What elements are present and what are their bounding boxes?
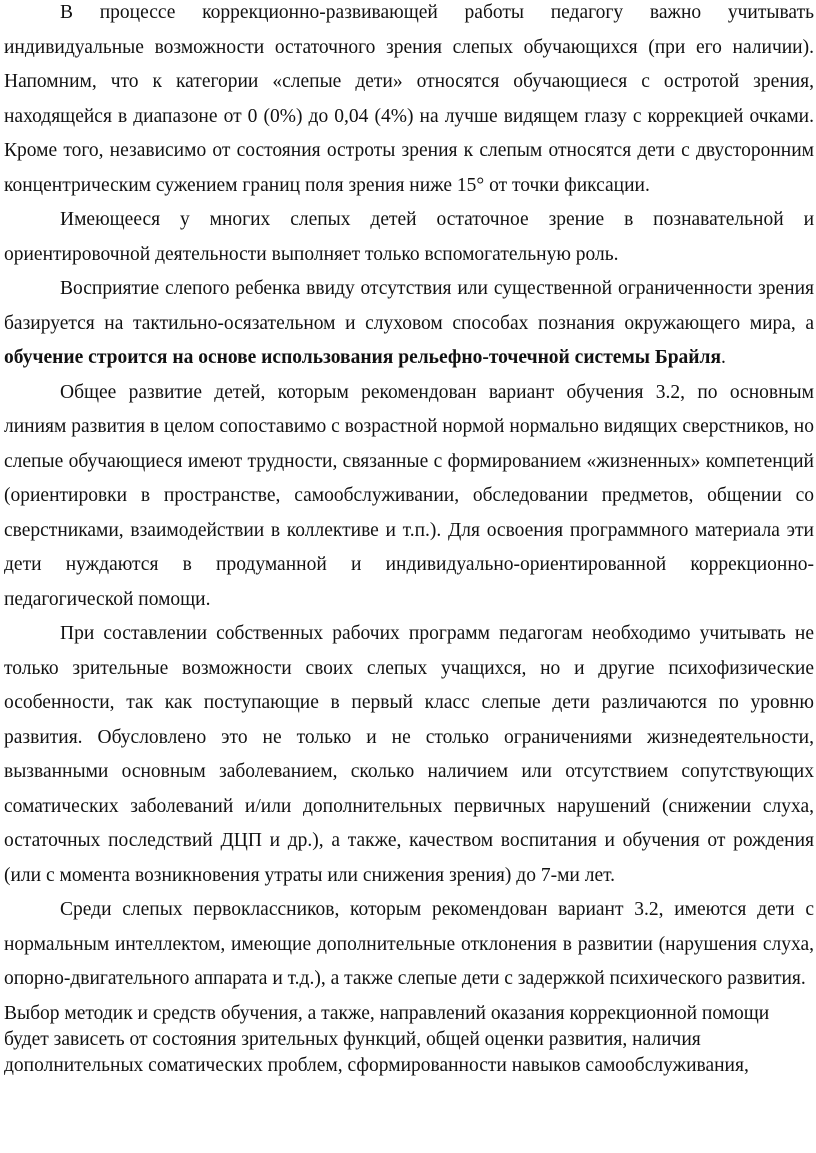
paragraph-perception	[0, 272, 816, 376]
paragraph-residual-vision: В процессе коррекционно-развивающей работы педагогу важно учитывать индивидуальные возможности остаточного зрения слепых обучающихся (при его наличии). Напомним, что к категории «слепые дети» относятся обучающиеся с остротой зрения, находящейся в диапазоне от 0 (0%) до 0,04 (4%) на лучше видящем глазу с коррекцией очками. Кроме того, независимо от состояния остроты зрения к слепым относятся дети с двусторонним концентрическим сужением границ поля зрения ниже 15° от точки фиксации.	[4, 2, 814, 196]
paragraph-perception-tail: .	[721, 347, 726, 368]
paragraph-auxiliary-role: Имеющееся у многих слепых детей остаточное зрение в познавательной и ориентировочной деятельности выполняет только вспомогательную роль.	[4, 209, 814, 265]
paragraph-work-programs: При составлении собственных рабочих программ педагогам необходимо учитывать не только зрительные возможности своих слепых учащихся, но и другие психофизические особенности, так как поступающие в первый класс слепые дети различаются по уровню развития. Обусловлено это не только и не столько ограничениями жизнедеятельности, вызванными основным заболеванием, сколько наличием или отсутствием сопутствующих соматических заболеваний и/или дополнительных первичных нарушений (снижении слуха, остаточных последствий ДЦП и др.), а также, качеством воспитания и обучения от рождения (или с момента возникновения утраты или снижения зрения) до 7-ми лет.	[4, 623, 814, 886]
braille-emphasis: обучение строится на основе использования рельефно-точечной системы Брайля	[4, 347, 722, 368]
paragraph-first-graders: Среди слепых первоклассников, которым рекомендован вариант 3.2, имеются дети с нормальным интеллектом, имеющие дополнительные отклонения в развитии (нарушения слуха, опорно-двигательного аппарата и т.д.), а также слепые дети с задержкой психического развития.	[4, 899, 814, 989]
paragraph-general-development: Общее развитие детей, которым рекомендован вариант обучения 3.2, по основным линиям развития в целом сопоставимо с возрастной нормой нормально видящих сверстников, но слепые обучающиеся имеют трудности, связанные с формированием «жизненных» компетенций (ориентировки в пространстве, самообслуживании, обследовании предметов, общении со сверстниками, взаимодействии в коллективе и т.п.). Для освоения программного материала эти дети нуждаются в продуманной и индивидуально-ориентированной коррекционно-педагогической помощи.	[4, 381, 814, 610]
paragraph-methods-choice: Выбор методик и средств обучения, а также, направлений оказания коррекционной помощи будет зависеть от состояния зрительных функций, общей оценки развития, наличия дополнительных соматических проблем, сформированности навыков самообслуживания,	[4, 1002, 770, 1076]
paragraph-perception-text: Восприятие слепого ребенка ввиду отсутствия или существенной ограниченности зрения базируется на тактильно-осязательном и слуховом способах познания окружающего мира, а	[4, 278, 814, 334]
